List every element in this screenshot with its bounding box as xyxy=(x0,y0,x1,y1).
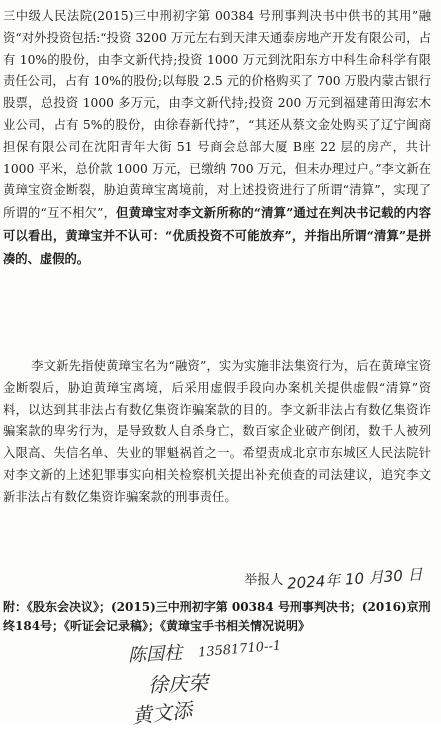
signature-1: 陈国柱 xyxy=(127,642,183,667)
reporter-label: 举报人 xyxy=(244,573,284,588)
signature-3: 黄文添 xyxy=(131,697,194,729)
paragraph-1-text: 三中级人民法院(2015)三中刑初字第 00384 号刑事判决书中供书的其用”融资“对外投资包括:“投资 3200 万元左右到天津天通泰房地产开发有限公司，占有 10%的股份，由李文新代持;投资 1000 万元到沈阳东方中科生命科学有限责任公司，占有 10%的股份;以每股 2.5 元的价格购买了 700 万股内蒙古银行股票，总投资 1000 多万元，由李文新代持;投资 200 万元到福建莆田海宏木业公司，占有 5%的股份，由徐春新代持”，“其还从蔡文金处购买了辽宁闽商担保有限公司在沈阳青年大街 51 号商会总部大厦 B座 22 层的房产，共计 1000 平米，总价款 1000 万元，已缴纳 700 万元，但未办理过户。”李文新在黄璋宝资金断裂，胁迫黄璋宝离境前，对上述投资进行了所谓“清算”，实现了所谓的“互不相欠”， xyxy=(3,9,431,221)
reporter-date-line xyxy=(244,565,424,593)
handwritten-date: 2024年 10 月30 日 xyxy=(286,565,424,593)
signature-1-phone: 13581710--1 xyxy=(197,638,282,661)
body-paragraph-1 xyxy=(3,6,431,271)
attachments-list: 附：《股东会决议》；(2015)三中刑初字第 00384 号刑事判决书；(2016)京刑终184号；《听证会记录稿》；《黄璋宝手书相关情况说明》 xyxy=(3,600,431,633)
signature-2: 徐庆荣 xyxy=(147,670,209,698)
paragraph-1-bold-text: 但黄璋宝对李文新所称的“清算”通过在判决书记载的内容可以看出，黄璋宝并不认可：“优质投资不可能放弃”，并指出所谓“清算”是拼凑的、虚假的。 xyxy=(3,205,431,266)
paragraph-2-text: 李文新先指使黄璋宝名为“融资”，实为实施非法集资行为，后在黄璋宝资金断裂后，胁迫黄璋宝离境，后采用虚假手段向办案机关提供虚假“清算”资料，以达到其非法占有数亿集资诈骗案款的目的。李文新非法占有数亿集资诈骗案款的卑劣行为，是导致数人自杀身亡，数百家企业破产倒闭，数千人被列入限高、失信名单、失业的罪魁祸首之一。希望责成北京市东城区人民法院针对李文新的上述犯罪事实向相关检察机关提出补充侦查的司法建议，追究李文新非法占有数亿集资诈骗案款的刑事责任。 xyxy=(3,359,431,504)
body-paragraph-2 xyxy=(3,356,431,509)
